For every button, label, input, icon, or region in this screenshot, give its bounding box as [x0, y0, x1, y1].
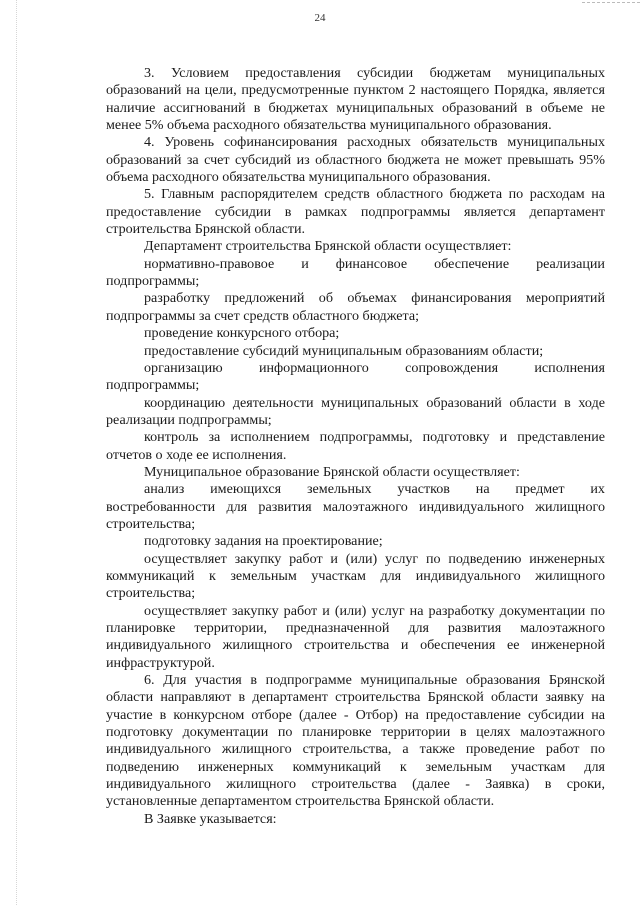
- scan-left-edge: [16, 0, 17, 905]
- department-item-1-line: [106, 256, 605, 273]
- spread-word: нормативно-правовое: [144, 255, 275, 272]
- spread-word: предмет: [515, 481, 565, 498]
- municipal-item-1-line: [106, 481, 605, 498]
- spread-word: информационного: [258, 359, 369, 376]
- department-item-4: предоставление субсидий муниципальным образованиям области;: [144, 342, 544, 359]
- spread-word: и: [301, 255, 309, 272]
- spread-word: земельных: [306, 481, 372, 498]
- department-item-7: контроль за исполнением подпрограммы, подготовку и представление отчетов о ходе ее исполнения.: [106, 429, 605, 463]
- department-item-3: проведение конкурсного отбора;: [144, 325, 340, 342]
- document-body: [106, 65, 605, 828]
- page-number: 24: [314, 12, 326, 24]
- municipal-intro: Муниципальное образование Брянской области осуществляет:: [144, 463, 520, 480]
- department-item-5-tail: подпрограммы;: [106, 377, 200, 394]
- municipal-item-4: осуществляет закупку работ и (или) услуг на разработку документации по планировке территории, предназначенной для развития малоэтажного индивидуального жилищного строительства и обеспечения ее инженерной инфраструктурой.: [106, 602, 605, 671]
- spread-word: сопровождения: [405, 359, 499, 376]
- spread-word: их: [590, 481, 605, 498]
- scan-top-rule: [582, 2, 640, 3]
- spread-word: организацию: [144, 359, 223, 376]
- spread-word: анализ: [144, 481, 185, 498]
- municipal-item-2: подготовку задания на проектирование;: [144, 533, 383, 550]
- department-item-6: координацию деятельности муниципальных образований области в ходе реализации подпрограммы;: [106, 394, 605, 428]
- department-item-5-line: [106, 360, 605, 377]
- paragraph-6: 6. Для участия в подпрограмме муниципальные образования Брянской области направляют в департамент строительства Брянской области заявку на участие в конкурсном отборе (далее - Отбор) на предоставление субсидии на подготовку документации по планировке территории в целях малоэтажного индивидуального жилищного строительства, а также проведение работ по подведению инженерных коммуникаций к земельным участкам для индивидуального жилищного строительства (далее - Заявка) в сроки, установленные департаментом строительства Брянской области.: [106, 672, 605, 810]
- spread-word: обеспечение: [434, 255, 510, 272]
- spread-word: участков: [397, 481, 450, 498]
- spread-word: реализации: [536, 255, 605, 272]
- spread-word: исполнения: [534, 359, 605, 376]
- application-contents-heading: В Заявке указывается:: [144, 810, 277, 827]
- spread-word: имеющихся: [210, 481, 282, 498]
- spread-word: на: [475, 481, 490, 498]
- municipal-item-3: осуществляет закупку работ и (или) услуг по подведению инженерных коммуникаций к земельным участкам для индивидуального жилищного строительства;: [106, 550, 605, 602]
- spread-word: финансовое: [335, 255, 408, 272]
- department-item-2: разработку предложений об объемах финансирования мероприятий подпрограммы за счет средств областного бюджета;: [106, 290, 605, 324]
- paragraph-5: 5. Главным распорядителем средств областного бюджета по расходам на предоставление субсидии в рамках подпрограммы является департамент строительства Брянской области.: [106, 186, 605, 238]
- paragraph-4: 4. Уровень софинансирования расходных обязательств муниципальных образований за счет субсидий из областного бюджета не может превышать 95% объема расходного обязательства муниципального образования.: [106, 134, 605, 186]
- municipal-item-1-tail: востребованности для развития малоэтажного индивидуального жилищного строительства;: [106, 498, 605, 532]
- department-item-1-tail: подпрограммы;: [106, 273, 200, 290]
- department-intro: Департамент строительства Брянской области осуществляет:: [144, 238, 512, 255]
- paragraph-3: 3. Условием предоставления субсидии бюджетам муниципальных образований на цели, предусмотренные пунктом 2 настоящего Порядка, является наличие ассигнований в бюджетах муниципальных образований в объеме не менее 5% объема расходного обязательства муниципального образования.: [106, 65, 605, 134]
